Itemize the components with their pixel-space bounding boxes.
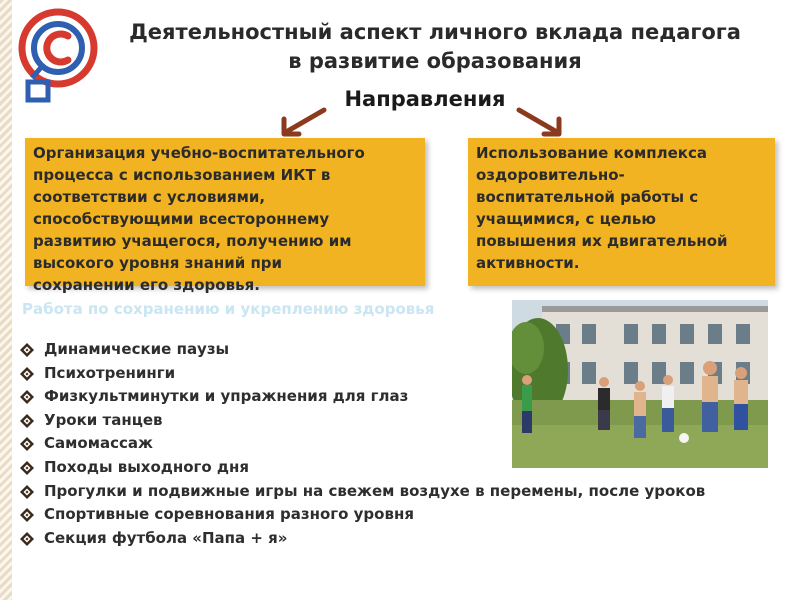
list-item-text: Самомассаж bbox=[44, 434, 153, 453]
direction-box-ict bbox=[25, 138, 425, 294]
list-item-text: Психотренинги bbox=[44, 363, 176, 382]
decorative-stripe bbox=[0, 0, 12, 600]
diamond-bullet-icon bbox=[20, 532, 34, 546]
section-subheading: Работа по сохранению и укреплению здоровья bbox=[22, 300, 435, 318]
list-item bbox=[18, 503, 778, 527]
diamond-bullet-icon bbox=[20, 367, 34, 381]
list-item-text: Прогулки и подвижные игры на свежем воздухе в перемены, после уроков bbox=[44, 481, 706, 500]
arrow-icon bbox=[278, 107, 328, 137]
diamond-bullet-icon bbox=[20, 414, 34, 428]
list-item bbox=[18, 456, 778, 480]
diamond-bullet-icon bbox=[20, 437, 34, 451]
list-item-text: Динамические паузы bbox=[44, 340, 230, 358]
list-item-text: Походы выходного дня bbox=[44, 457, 250, 476]
list-item-text: Уроки танцев bbox=[44, 410, 163, 429]
list-item bbox=[18, 432, 778, 456]
direction-box-health bbox=[468, 138, 775, 286]
direction-box-text: Использование комплекса оздоровительно- воспитательной работы с учащимися, с целью повышения их двигательной активности. bbox=[476, 144, 728, 272]
list-item bbox=[18, 385, 778, 409]
directions-label: Направления bbox=[344, 87, 506, 111]
diamond-bullet-icon bbox=[20, 343, 34, 357]
list-item bbox=[18, 409, 778, 433]
direction-box-text: Организация учебно-воспитательного процесса с использованием ИКТ в соответствии с условиями, способствующими всестороннему развитию учащегося, получению им высокого уровня знаний при сохранении его здоровья. bbox=[33, 144, 365, 294]
diamond-bullet-icon bbox=[20, 508, 34, 522]
diamond-bullet-icon bbox=[20, 485, 34, 499]
list-item bbox=[18, 362, 778, 386]
list-item bbox=[18, 527, 778, 551]
list-item-text: Спортивные соревнования разного уровня bbox=[44, 505, 414, 524]
title-line-1: Деятельностный аспект личного вклада педагога bbox=[129, 20, 741, 44]
title-line-2: в развитие образования bbox=[288, 49, 582, 73]
page-title bbox=[95, 18, 775, 76]
list-item bbox=[18, 480, 778, 504]
diamond-bullet-icon bbox=[20, 461, 34, 475]
list-item bbox=[18, 338, 778, 362]
arrow-icon bbox=[515, 107, 565, 137]
health-activities-list bbox=[18, 338, 778, 550]
school-logo-icon bbox=[18, 4, 102, 104]
list-item-text: Физкультминутки и упражнения для глаз bbox=[44, 387, 409, 406]
diamond-bullet-icon bbox=[20, 390, 34, 404]
list-item-text: Секция футбола «Папа + я» bbox=[44, 528, 288, 547]
